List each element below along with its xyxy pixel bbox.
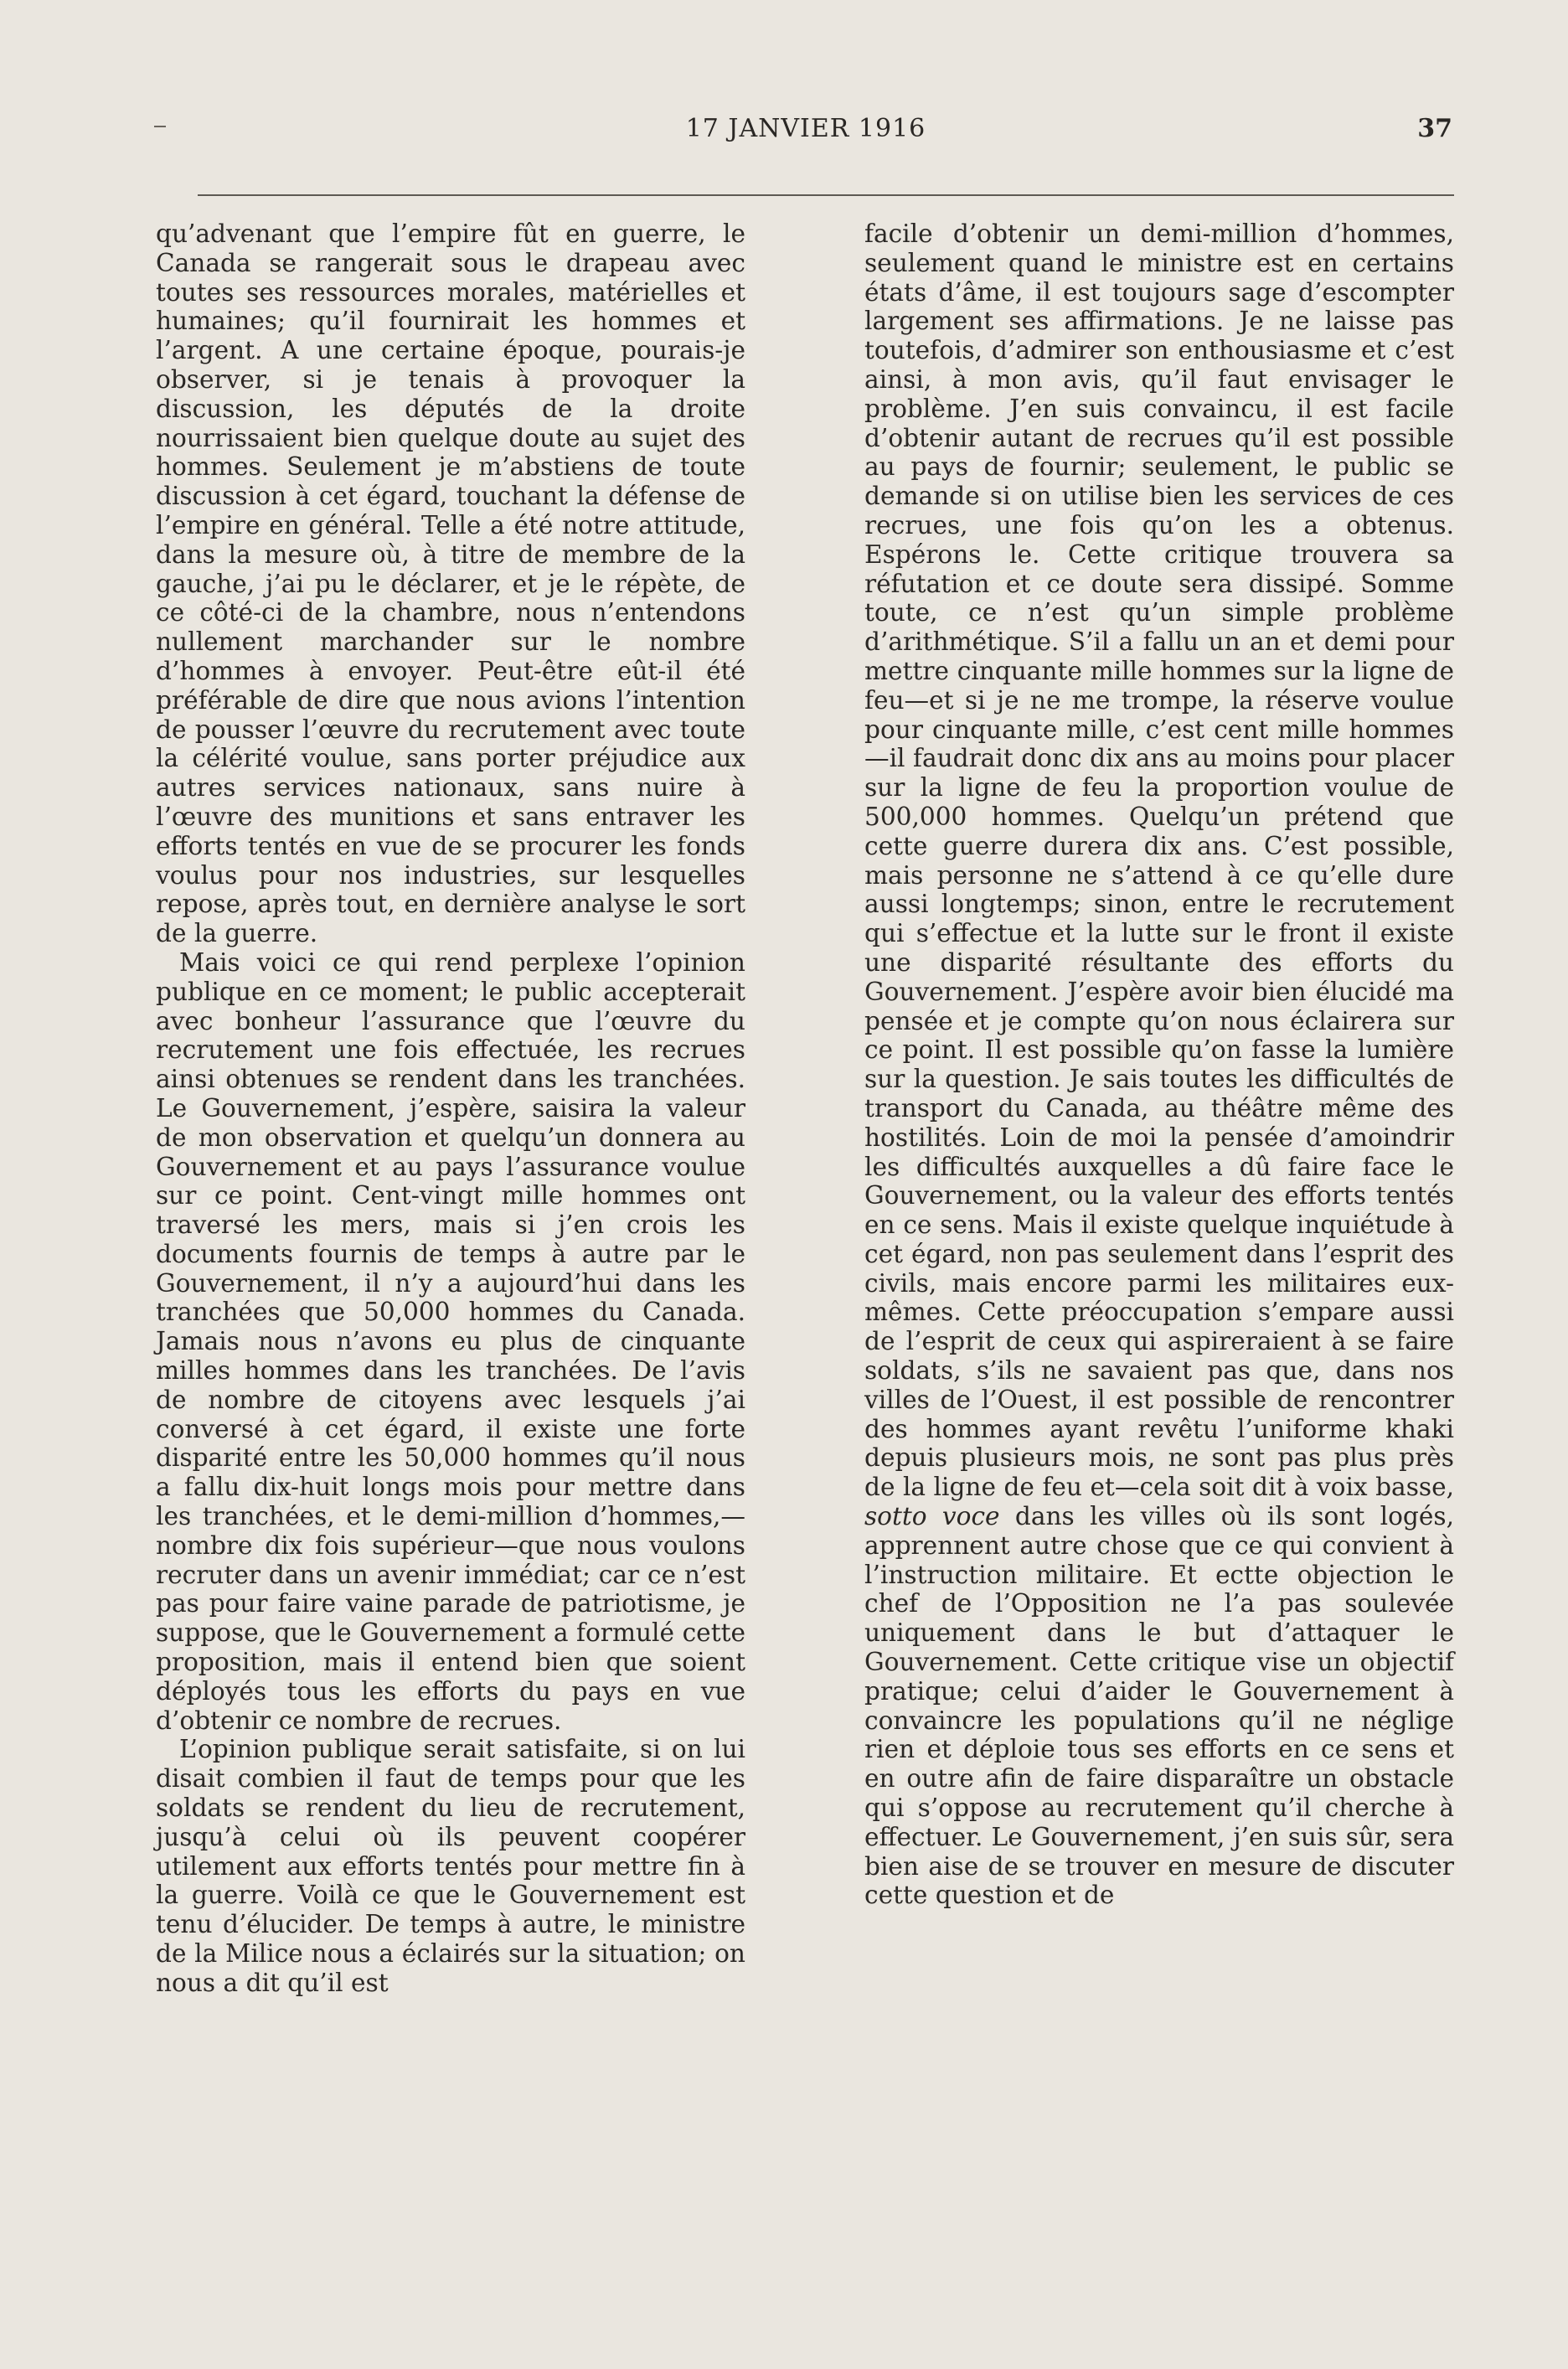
paragraph-text: dans les villes où ils sont logés, apprennent autre chose que ce qui convient à l’instruction militaire. Et ectte objection le chef de l’Opposition ne l’a pas soulevée uniquement dans le but d’attaquer le Gouvernement. Cette critique vise un objectif pratique; celui d’aider le Gouvernement à convaincre les populations qu’il ne néglige rien et déploie tous ses efforts en ce sens et en outre afin de faire disparaître un obstacle qui s’oppose au recrutement qu’il cherche à effectuer. Le Gouvernement, j’en suis sûr, sera bien aise de se trouver en mesure de discuter cette question et de	[864, 1502, 1454, 1910]
page-number: 37	[1417, 114, 1452, 143]
header-rule	[198, 194, 1454, 196]
paragraph: Mais voici ce qui rend perplexe l’opinion publique en ce moment; le public accepterait avec bonheur l’assurance que l’œuvre du recrutement une fois effectuée, les recrues ainsi obtenues se rendent dans les tranchées. Le Gouvernement, j’espère, saisira la valeur de mon observation et quelqu’un donnera au Gouvernement et au pays l’assurance voulue sur ce point. Cent-vingt mille hommes ont traversé les mers, mais si j’en crois les documents fournis de temps à autre par le Gouvernement, il n’y a aujourd’hui dans les tranchées que 50,000 hommes du Canada. Jamais nous n’avons eu plus de cinquante milles hommes dans les tranchées. De l’avis de nombre de citoyens avec lesquels j’ai conversé à cet égard, il existe une forte disparité entre les 50,000 hommes qu’il nous a fallu dix-huit longs mois pour mettre dans les tranchées, et le demi-million d’hommes,—nombre dix fois supérieur—que nous voulons recruter dans un avenir immédiat; car ce n’est pas pour faire vaine parade de patriotisme, je suppose, que le Gouvernement a formulé cette proposition, mais il entend bien que soient déployés tous les efforts du pays en vue d’obtenir ce nombre de recrues.	[156, 947, 745, 1735]
paragraph	[864, 219, 1454, 1910]
header-date: 17 JANVIER 1916	[685, 114, 926, 143]
right-column	[864, 219, 1454, 1910]
left-column	[156, 219, 745, 1998]
paragraph: qu’advenant que l’empire fût en guerre, le Canada se rangerait sous le drapeau avec toutes ses ressources morales, matérielles et humaines; qu’il fournirait les hommes et l’argent. A une certaine époque, pourais-je observer, si je tenais à provoquer la discussion, les députés de la droite nourrissaient bien quelque doute au sujet des hommes. Seulement je m’abstiens de toute discussion à cet égard, touchant la défense de l’empire en général. Telle a été notre attitude, dans la mesure où, à titre de membre de la gauche, j’ai pu le déclarer, et je le répète, de ce côté-ci de la chambre, nous n’entendons nullement marchander sur le nombre d’hommes à envoyer. Peut-être eût-il été préférable de dire que nous avions l’intention de pousser l’œuvre du recrutement avec toute la célérité voulue, sans porter préjudice aux autres services nationaux, sans nuire à l’œuvre des munitions et sans entraver les efforts tentés en vue de se procurer les fonds voulus pour nos industries, sur lesquelles repose, après tout, en dernière analyse le sort de la guerre.	[156, 219, 745, 948]
italic-phrase: sotto voce	[864, 1502, 1000, 1531]
paragraph: L’opinion publique serait satisfaite, si on lui disait combien il faut de temps pour que les soldats se rendent du lieu de recrutement, jusqu’à celui où ils peuvent coopérer utilement aux efforts tentés pour mettre fin à la guerre. Voilà ce que le Gouvernement est tenu d’élucider. De temps à autre, le ministre de la Milice nous a éclairés sur la situation; on nous a dit qu’il est	[156, 1735, 745, 1997]
page-header	[154, 111, 1457, 147]
paragraph-text: facile d’obtenir un demi-million d’hommes, seulement quand le ministre est en certains états d’âme, il est toujours sage d’escompter largement ses affirmations. Je ne laisse pas toutefois, d’admirer son enthousiasme et c’est ainsi, à mon avis, qu’il faut envisager le problème. J’en suis convaincu, il est facile d’obtenir autant de recrues qu’il est possible au pays de fournir; seulement, le public se demande si on utilise bien les services de ces recrues, une fois qu’on les a obtenus. Espérons le. Cette critique trouvera sa réfutation et ce doute sera dissipé. Somme toute, ce n’est qu’un simple problème d’arithmétique. S’il a fallu un an et demi pour mettre cinquante mille hommes sur la ligne de feu—et si je ne me trompe, la réserve voulue pour cinquante mille, c’est cent mille hommes—il faudrait donc dix ans au moins pour placer sur la ligne de feu la proportion voulue de 500,000 hommes. Quelqu’un prétend que cette guerre durera dix ans. C’est possible, mais personne ne s’attend à ce qu’elle dure aussi longtemps; sinon, entre le recrutement qui s’effectue et la lutte sur le front il existe une disparité résultante des efforts du Gouvernement. J’espère avoir bien élucidé ma pensée et je compte qu’on nous éclairera sur ce point. Il est possible qu’on fasse la lumière sur la question. Je sais toutes les difficultés de transport du Canada, au théâtre même des hostilités. Loin de moi la pensée d’amoindrir les difficultés auxquelles a dû faire face le Gouvernement, ou la valeur des efforts tentés en ce sens. Mais il existe quelque inquiétude à cet égard, non pas seulement dans l’esprit des civils, mais encore parmi les militaires eux-mêmes. Cette préoccupation s’empare aussi de l’esprit de ceux qui aspireraient à se faire soldats, s’ils ne savaient pas que, dans nos villes de l’Ouest, il est possible de rencontrer des hommes ayant revêtu l’uniforme khaki depuis plusieurs mois, ne sont pas plus près de la ligne de feu et—cela soit dit à voix basse,	[864, 219, 1454, 1502]
